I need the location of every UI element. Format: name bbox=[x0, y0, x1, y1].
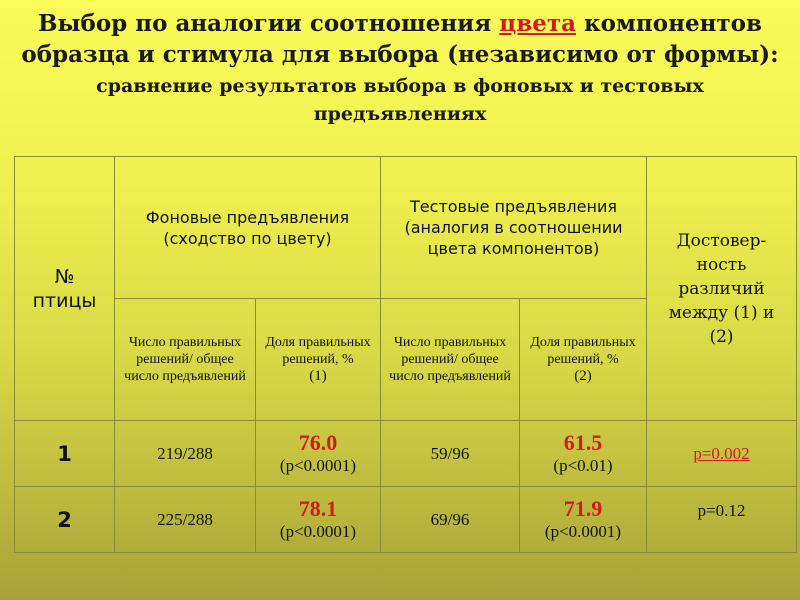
bird-number: 1 bbox=[15, 421, 115, 487]
header-share-test-mark: (2) bbox=[574, 368, 592, 384]
header-count-test: Число правильных решений/ общее число предъявлений bbox=[381, 299, 520, 421]
header-significance: Достовер-ность различий между (1) и (2) bbox=[647, 157, 797, 421]
header-share-test bbox=[520, 299, 647, 421]
header-share-background-mark: (1) bbox=[309, 368, 327, 384]
header-test-presentations: Тестовые предъявления (аналогия в соотношении цвета компонентов) bbox=[381, 157, 647, 299]
slide-title bbox=[0, 8, 800, 128]
title-line-1 bbox=[0, 8, 800, 39]
share-test-value: 71.9 bbox=[563, 495, 603, 521]
significance-value: p=0.12 bbox=[647, 487, 797, 553]
share-test-p: (p<0.01) bbox=[553, 455, 613, 475]
count-test: 59/96 bbox=[381, 421, 520, 487]
title-line-1-end: компонентов bbox=[576, 10, 762, 37]
count-background: 225/288 bbox=[115, 487, 256, 553]
header-row-1 bbox=[15, 157, 797, 299]
header-count-background: Число правильных решений/ общее число предъявлений bbox=[115, 299, 256, 421]
share-test-value: 61.5 bbox=[563, 429, 603, 455]
subtitle bbox=[0, 72, 800, 128]
table-row bbox=[15, 487, 797, 553]
count-test: 69/96 bbox=[381, 487, 520, 553]
header-bird-number bbox=[15, 157, 115, 421]
count-background: 219/288 bbox=[115, 421, 256, 487]
share-background-p: (p<0.0001) bbox=[279, 521, 357, 541]
share-background-p: (p<0.0001) bbox=[279, 455, 357, 475]
header-bird-number-symbol: № bbox=[54, 265, 75, 288]
header-background-presentations: Фоновые предъявления (сходство по цвету) bbox=[115, 157, 381, 299]
share-background-value: 76.0 bbox=[298, 429, 338, 455]
header-share-background-text: Доля правильных решений, % bbox=[265, 335, 371, 367]
title-accent-word: цвета bbox=[499, 10, 576, 37]
subtitle-line-2: предъявлениях bbox=[313, 103, 487, 125]
subtitle-line-1: сравнение результатов выбора в фоновых и тестовых bbox=[96, 75, 704, 97]
share-test bbox=[520, 421, 647, 487]
share-background-value: 78.1 bbox=[298, 495, 338, 521]
title-line-1-start: Выбор по аналогии соотношения bbox=[38, 10, 500, 37]
bird-number: 2 bbox=[15, 487, 115, 553]
header-bird-number-label: птицы bbox=[32, 289, 97, 312]
share-test-p: (p<0.0001) bbox=[544, 521, 622, 541]
share-test bbox=[520, 487, 647, 553]
header-share-background bbox=[256, 299, 381, 421]
significance-value: p=0.002 bbox=[647, 421, 797, 487]
title-line-2: образца и стимула для выбора (независимо от формы): bbox=[21, 41, 779, 68]
results-table bbox=[14, 156, 797, 553]
header-share-test-text: Доля правильных решений, % bbox=[530, 335, 636, 367]
share-background bbox=[256, 487, 381, 553]
share-background bbox=[256, 421, 381, 487]
table-row bbox=[15, 421, 797, 487]
